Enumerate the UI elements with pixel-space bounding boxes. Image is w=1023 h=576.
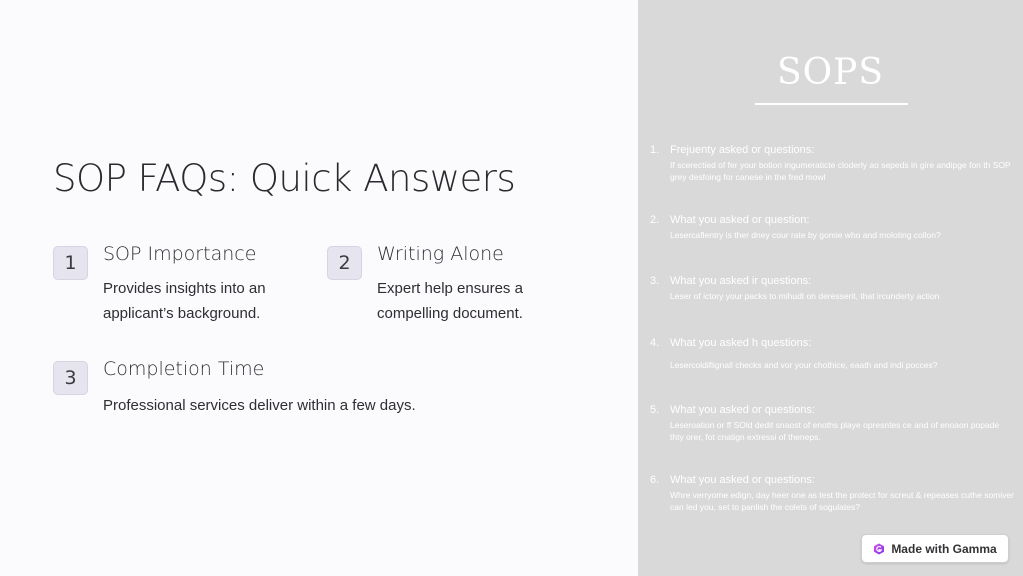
item-number-badge: 3	[53, 361, 88, 395]
made-with-gamma-label: Made with Gamma	[891, 541, 997, 556]
item-description-line: compelling document.	[377, 305, 523, 322]
faq-number: 5.	[650, 404, 660, 416]
made-with-gamma-button[interactable]	[861, 534, 1009, 563]
item-title: Completion Time	[103, 358, 265, 380]
faq-question: What you asked or questions:	[670, 404, 815, 416]
item-description-line: Professional services deliver within a few days.	[103, 397, 416, 414]
heading-underline	[755, 103, 908, 105]
gamma-logo-icon	[873, 543, 885, 555]
page-title: SOP FAQs: Quick Answers	[53, 157, 516, 200]
faq-question: What you asked or question:	[670, 214, 810, 226]
item-description	[103, 276, 266, 326]
faq-answer: Whre verryome edign, day heer one as test the protect for screut & repeases cuthe somiver can led you, set to panlish the colets of sogulates?	[670, 490, 1014, 512]
sops-heading: SOPS	[776, 52, 885, 93]
faq-answer: Lesercaflentry is ther dney cour rate by gomie who and moloting collon?	[670, 230, 941, 240]
item-title: SOP Importance	[103, 243, 257, 265]
faq-number: 1.	[650, 144, 660, 156]
faq-question: What you asked or questions:	[670, 474, 815, 486]
faq-question: What you asked h questions:	[670, 337, 812, 349]
faq-number: 2.	[650, 214, 660, 226]
item-description	[103, 393, 416, 418]
sops-panel	[638, 0, 1023, 576]
item-description-line: Provides insights into an	[103, 280, 266, 297]
faq-answer: Leser of ictory your packs to mihudt on deresserit, that ircunderty action	[670, 291, 940, 301]
faq-answer: Lesercoldiflignall checks and vor your chothice, eaath and indi pocces?	[670, 360, 938, 370]
item-description	[377, 276, 523, 326]
faq-number: 3.	[650, 275, 660, 287]
faq-answer: If scerectied of fer your botion ingumeraticte cloderly ao sepeds in gire andipge fon th SOP grey desfoing for canese in the fred mowl	[670, 160, 1011, 182]
item-description-line: applicant’s background.	[103, 305, 261, 322]
faq-question: What you asked ir questions:	[670, 275, 812, 287]
item-title: Writing Alone	[377, 243, 504, 265]
faq-answer: Leseroation or ff SOld dedit snaost of enoths playe opresntes ce and of enoaon popade thty orer, fot cnatign extressi of theneps.	[670, 420, 1000, 442]
item-number-badge: 2	[327, 246, 362, 280]
item-description-line: Expert help ensures a	[377, 280, 523, 297]
faq-number: 6.	[650, 474, 660, 486]
item-number-badge: 1	[53, 246, 88, 280]
faq-question: Frejuenty asked or questions:	[670, 144, 815, 156]
faq-number: 4.	[650, 337, 660, 349]
